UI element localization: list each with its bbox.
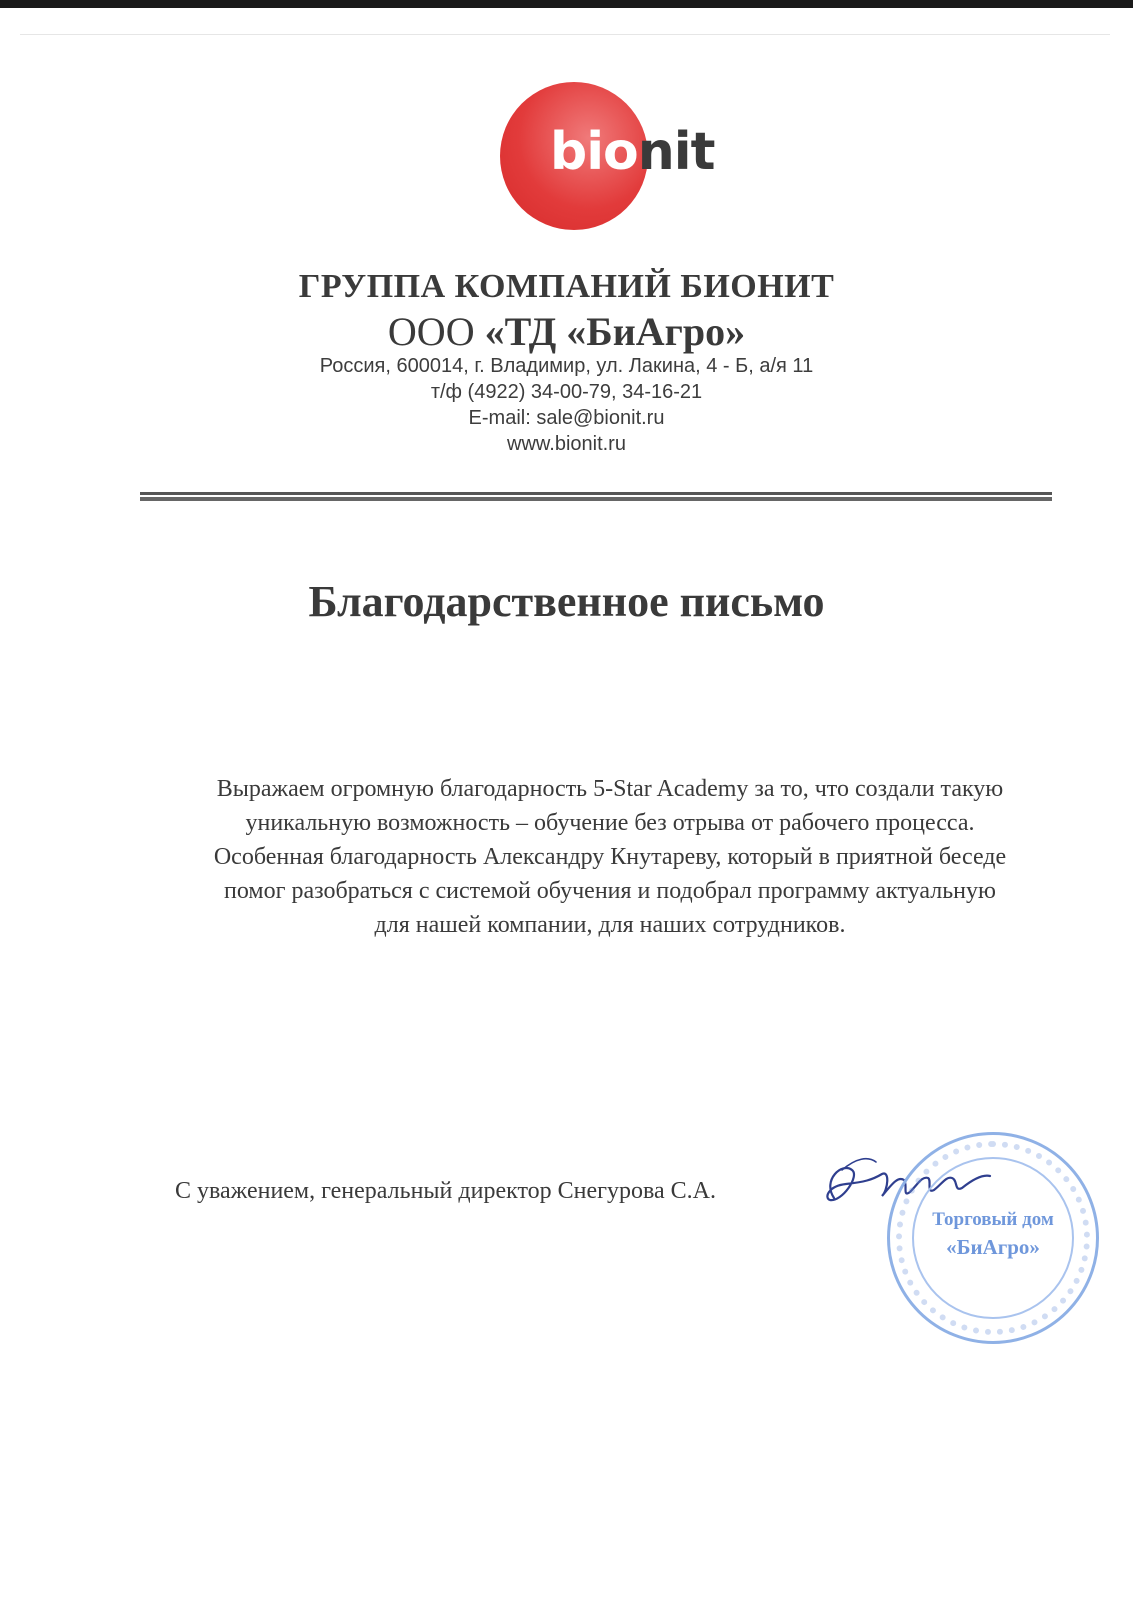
company-prefix: ООО: [387, 309, 485, 354]
scan-artifact-line: [20, 34, 1110, 35]
website: www.bionit.ru: [507, 433, 626, 455]
header-divider: [140, 492, 1052, 495]
header-divider-thick: [140, 497, 1052, 501]
logo-wordmark-part-b: nit: [637, 122, 715, 182]
stamp-line-1: Торговый дом: [932, 1209, 1054, 1230]
letter-body: [150, 772, 1070, 942]
body-line: уникальную возможность – обучение без отрыва от рабочего процесса.: [245, 810, 975, 836]
stamp-line-2: «БиАгро»: [946, 1235, 1040, 1259]
body-line: помог разобраться с системой обучения и подобрал программу актуальную: [224, 878, 996, 904]
closing-signoff: С уважением, генеральный директор Снегурова С.А.: [175, 1178, 716, 1204]
logo-wordmark: [550, 122, 714, 182]
body-line: Выражаем огромную благодарность 5-Star Academy за то, что создали такую: [216, 776, 1004, 802]
body-line: для нашей компании, для наших сотрудников.: [374, 912, 846, 938]
company-logo: [500, 82, 760, 232]
letter-title: Благодарственное письмо: [308, 577, 825, 626]
company-name-bold: «ТД «БиАгро»: [484, 309, 746, 354]
address: Россия, 600014, г. Владимир, ул. Лакина, 4 - Б, а/я 11: [319, 355, 814, 377]
company-stamp: [887, 1132, 1099, 1344]
phone: т/ф (4922) 34-00-79, 34-16-21: [430, 381, 703, 403]
group-name: ГРУППА КОМПАНИЙ БИОНИТ: [298, 268, 835, 305]
company-name: [0, 308, 1133, 355]
scan-edge-top: [0, 0, 1133, 8]
body-line: Особенная благодарность Александру Кнутареву, который в приятной беседе: [213, 844, 1007, 870]
logo-wordmark-part-a: bio: [550, 122, 638, 182]
email: E-mail: sale@bionit.ru: [468, 407, 665, 429]
